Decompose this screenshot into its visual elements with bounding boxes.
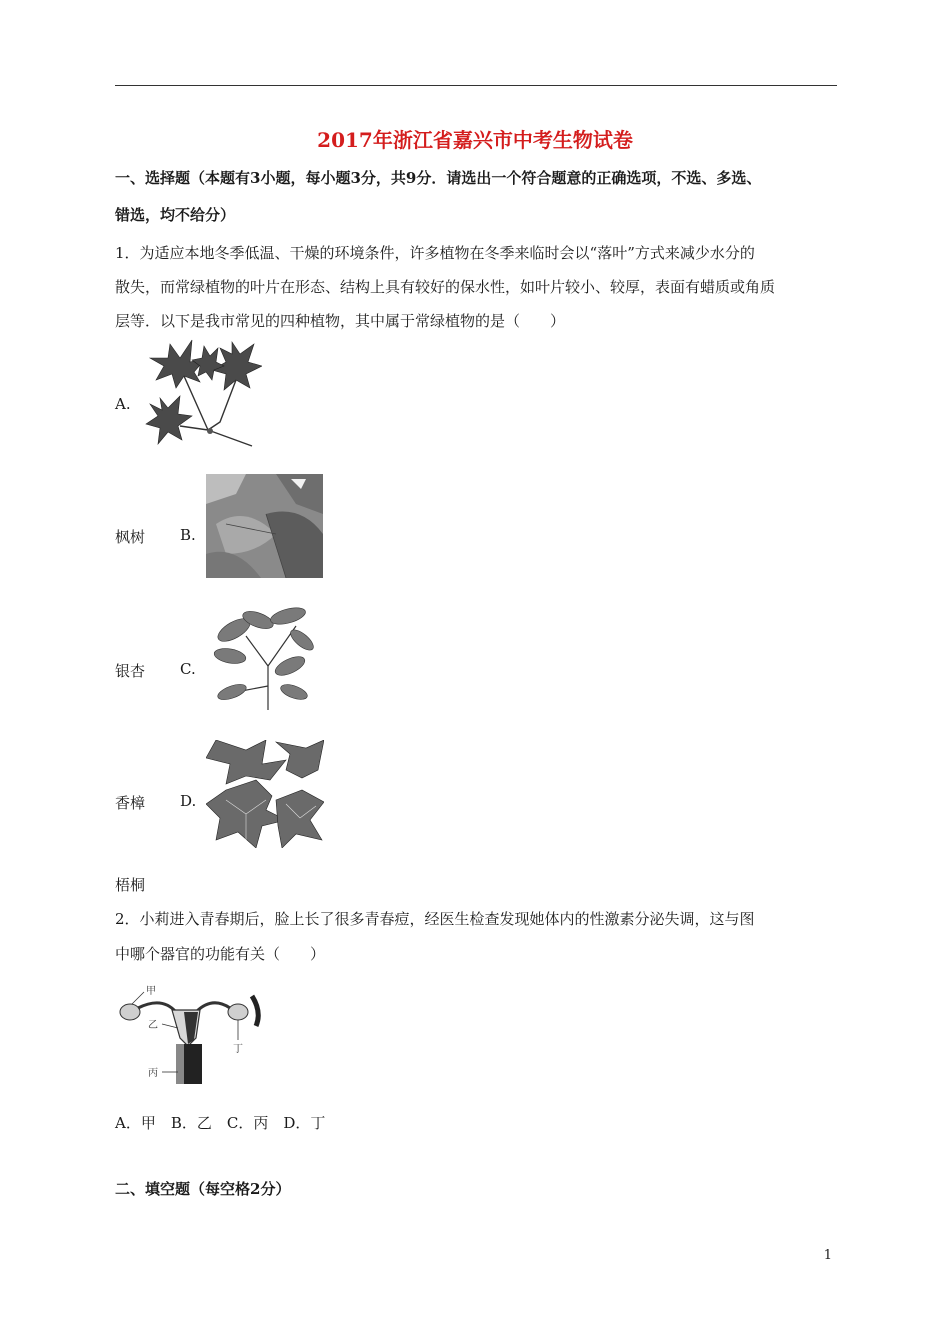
reproductive-system-diagram [112,982,264,1086]
sycamore-leaves-image [206,740,324,848]
section1-heading: 一、选择题（本题有3小题，每小题3分，共9分．请选出一个符合题意的正确选项，不选、多选、 [115,169,762,187]
option-a-name: 枫树 [115,528,146,546]
q1-text-line: 1．为适应本地冬季低温、干燥的环境条件，许多植物在冬季来临时会以“落叶”方式来减少水分的 [115,244,755,262]
label-jia: 甲 [146,986,156,997]
ginkgo-leaves-image [206,474,323,578]
label-ding: 丁 [233,1044,243,1055]
label-bing: 丙 [148,1068,158,1079]
q1-text-line: 层等．以下是我市常见的四种植物，其中属于常绿植物的是（ ） [115,312,566,330]
option-a-letter: A. [115,395,131,413]
option-d-name: 梧桐 [115,876,146,894]
header-rule [115,85,837,86]
option-b-letter: B. [180,526,196,544]
q2-text-line: 中哪个器官的功能有关（ ） [115,945,326,963]
option-c-letter: C. [180,660,196,678]
label-yi: 乙 [148,1020,158,1031]
page-title: 2017年浙江省嘉兴市中考生物试卷 [317,128,633,152]
page-number: 1 [823,1248,832,1263]
maple-leaves-image [140,336,262,450]
section2-heading: 二、填空题（每空格2分） [115,1180,291,1198]
camphor-leaves-image [206,606,316,710]
option-c-name: 香樟 [115,794,146,812]
q2-text-line: 2．小莉进入青春期后，脸上长了很多青春痘，经医生检查发现她体内的性激素分泌失调，这与图 [115,910,755,928]
q2-answer-options: A．甲 B．乙 C．丙 D．丁 [115,1114,326,1132]
option-d-letter: D. [180,792,197,810]
section1-heading-cont: 错选，均不给分） [115,206,236,224]
option-b-name: 银杏 [115,662,146,680]
q1-text-line: 散失，而常绿植物的叶片在形态、结构上具有较好的保水性，如叶片较小、较厚，表面有蜡质或角质 [115,278,776,296]
